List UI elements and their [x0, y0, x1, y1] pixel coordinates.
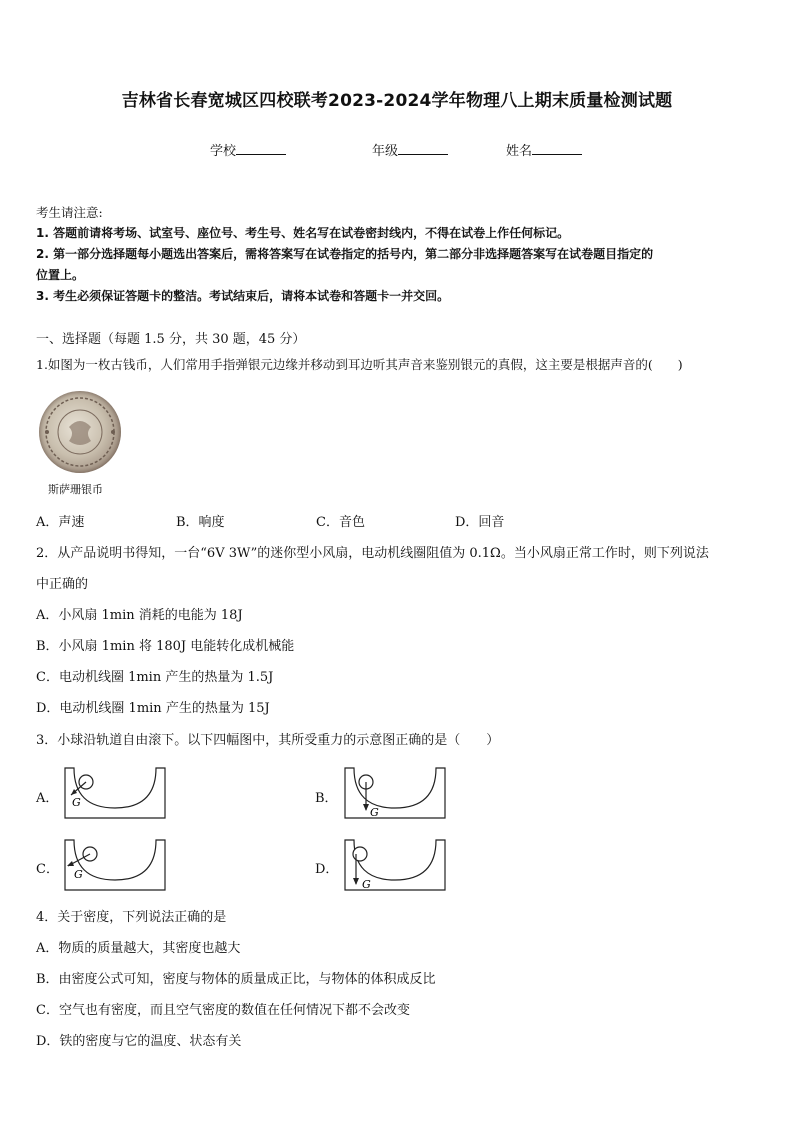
q4-option-d[interactable]: D．铁的密度与它的温度、状态有关: [36, 1034, 242, 1049]
school-blank[interactable]: [236, 142, 286, 155]
question-2-stem: 2．从产品说明书得知，一台“6V 3W”的迷你型小风扇，电动机线圈阻值为 0.1Ω。当小风扇正常工作时，则下列说法: [36, 546, 709, 561]
q3-figure-b: [340, 764, 450, 820]
q4-option-c[interactable]: C．空气也有密度，而且空气密度的数值在任何情况下都不会改变: [36, 1003, 410, 1018]
school-label: 学校: [210, 144, 237, 159]
question-4-stem: 4．关于密度，下列说法正确的是: [36, 910, 227, 925]
track-a: [65, 768, 165, 818]
q2-option-c[interactable]: C．电动机线圈 1min 产生的热量为 1.5J: [36, 670, 274, 685]
q3-figure-c: [60, 836, 170, 892]
track-b: [345, 768, 445, 818]
school-field: [210, 140, 286, 159]
name-field: [506, 140, 582, 159]
notice-heading: 考生请注意:: [36, 205, 103, 220]
notice-item-2-cont: 位置上。: [36, 268, 85, 282]
name-blank[interactable]: [532, 142, 582, 155]
question-1-stem: 1.如图为一枚古钱币，人们常用手指弹银元边缘并移动到耳边听其声音来鉴别银元的真假，这主要是根据声音的( ): [36, 357, 683, 372]
q4-option-a[interactable]: A．物质的质量越大，其密度也越大: [36, 941, 241, 956]
question-2-stem-cont: 中正确的: [36, 577, 89, 592]
notice-item-3: 3. 考生必须保证答题卡的整洁。考试结束后，请将本试卷和答题卡一并交回。: [36, 289, 450, 303]
track-c: [65, 840, 165, 890]
ball-d: [353, 847, 367, 861]
notice-item-2: 2. 第一部分选择题每小题选出答案后，需将答案写在试卷指定的括号内，第二部分非选择题答案写在试卷题目指定的: [36, 247, 654, 261]
page-title: 吉林省长春宽城区四校联考2023-2024学年物理八上期末质量检测试题: [121, 91, 673, 111]
force-label-b: G: [370, 806, 379, 819]
coin-caption: 斯萨珊银币: [48, 483, 103, 496]
grade-field: [372, 140, 448, 159]
name-label: 姓名: [506, 144, 533, 159]
q3-label-c[interactable]: C．: [36, 862, 59, 877]
q3-label-b[interactable]: B．: [315, 791, 338, 806]
notice-item-1: 1. 答题前请将考场、试室号、座位号、考生号、姓名写在试卷密封线内，不得在试卷上作任何标记。: [36, 226, 570, 240]
q1-option-c[interactable]: C．音色: [316, 515, 365, 530]
section-heading: 一、选择题（每题 1.5 分，共 30 题，45 分）: [36, 332, 306, 347]
question-3-stem: 3．小球沿轨道自由滚下。以下四幅图中，其所受重力的示意图正确的是（ ）: [36, 733, 500, 748]
grade-label: 年级: [372, 144, 399, 159]
q3-figure-d: [340, 836, 450, 892]
coin-engraving: [39, 391, 121, 473]
q2-option-d[interactable]: D．电动机线圈 1min 产生的热量为 15J: [36, 701, 270, 716]
q1-option-d[interactable]: D．回音: [455, 515, 505, 530]
grade-blank[interactable]: [398, 142, 448, 155]
force-label-a: G: [72, 796, 81, 809]
q3-label-d[interactable]: D．: [315, 862, 339, 877]
q1-option-a[interactable]: A．声速: [36, 515, 85, 530]
q1-option-b[interactable]: B．响度: [176, 515, 225, 530]
force-label-c: G: [74, 868, 83, 881]
q2-option-a[interactable]: A．小风扇 1min 消耗的电能为 18J: [36, 608, 243, 623]
q2-option-b[interactable]: B．小风扇 1min 将 180J 电能转化成机械能: [36, 639, 295, 654]
coin-image: [39, 391, 121, 473]
q4-option-b[interactable]: B．由密度公式可知，密度与物体的质量成正比，与物体的体积成反比: [36, 972, 436, 987]
q3-label-a[interactable]: A．: [36, 791, 59, 806]
q3-figure-a: [60, 764, 170, 820]
force-label-d: G: [362, 878, 371, 891]
